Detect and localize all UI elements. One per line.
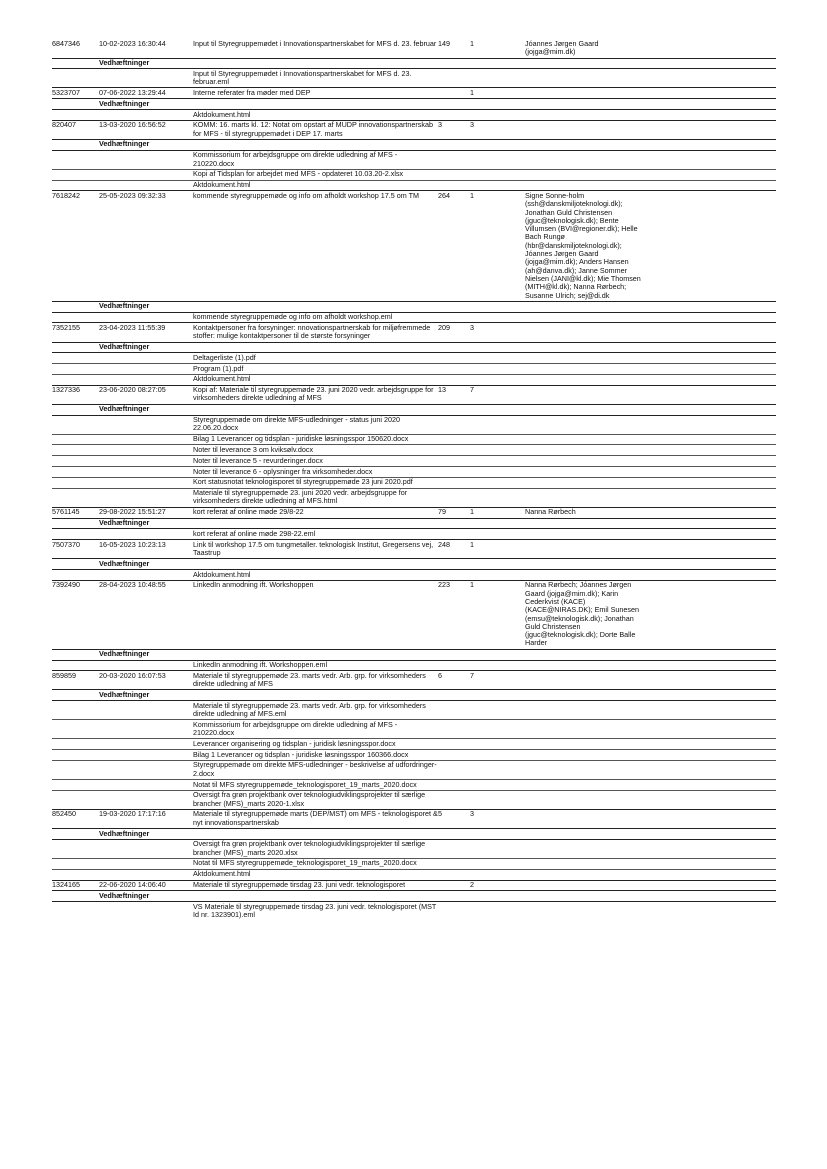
record-date: 10-02-2023 16:30:44: [99, 39, 166, 48]
attachment-row: [52, 488, 776, 507]
attachment-row: [52, 353, 776, 363]
attachment-filename: Leverancer organisering og tidsplan - juridisk løsningsspor.docx: [193, 738, 396, 748]
attachment-filename: Bilag 1 Leverancer og tidsplan - juridiske løsningsspor 160366.docx: [193, 749, 409, 759]
attachment-filename: kommende styregruppemøde og info om afholdt workshop.eml: [193, 312, 393, 322]
record: [52, 539, 776, 580]
record-date: 16-05-2023 10:23:13: [99, 539, 166, 549]
record: [52, 120, 776, 191]
attachment-row: [52, 529, 776, 539]
record: [52, 670, 776, 809]
attachments-header: [52, 98, 776, 110]
record-row: [52, 809, 776, 828]
attachment-filename: Aktdokument.html: [193, 869, 251, 879]
record-id: 7507370: [52, 539, 80, 549]
record-date: 20-03-2020 16:07:53: [99, 670, 166, 680]
record-date: 23-04-2023 11:55:39: [99, 322, 166, 332]
record-subject: kort referat af online møde 29/8-22: [193, 507, 304, 517]
attachment-filename: Aktdokument.html: [193, 374, 251, 384]
attachment-row: [52, 749, 776, 760]
attachment-filename: kort referat af online møde 298-22.eml: [193, 528, 316, 538]
attachments-header: [52, 518, 776, 530]
attachment-filename: Bilag 1 Leverancer og tidsplan - juridiske løsningsspor 150620.docx: [193, 434, 409, 444]
attachment-row: [52, 444, 776, 455]
record: [52, 580, 776, 670]
record-date: 07-06-2022 13:29:44: [99, 87, 166, 97]
record-date: 25-05-2023 09:32:33: [99, 190, 166, 200]
attachment-filename: Aktdokument.html: [193, 569, 251, 579]
record: [52, 880, 776, 921]
record-count-a: 5: [438, 809, 442, 819]
record: [52, 385, 776, 507]
attachments-header: [52, 649, 776, 661]
record-count-b: 1: [470, 39, 474, 48]
attachment-filename: Styregruppemøde om direkte MFS-udledninger - beskrivelse af udfordringer-2.docx: [193, 760, 437, 778]
attachment-row: [52, 902, 776, 920]
record-subject: Link til workshop 17.5 om tungmetaller. teknologisk Institut, Gregersens vej, Taastrup: [193, 539, 434, 557]
attachments-label: Vedhæftninger: [99, 689, 150, 699]
attachments-header: [52, 404, 776, 416]
record-date: 13-03-2020 16:56:52: [99, 120, 166, 130]
record-id: 5323707: [52, 87, 80, 97]
attachment-row: [52, 455, 776, 466]
attachment-row: [52, 760, 776, 779]
record-recipients: Jóannes Jørgen Gaard (jojga@mim.dk): [525, 39, 599, 57]
attachment-filename: Noter til leverance 5 - revurderinger.docx: [193, 455, 323, 465]
attachment-filename: Materiale til styregruppemøde 23. marts vedr. Arb. grp. for virksomheders direkte udledning af MFS.eml: [193, 700, 426, 718]
attachment-row: [52, 180, 776, 191]
record-count-b: 1: [470, 190, 474, 200]
attachments-header: [52, 139, 776, 151]
attachment-row: [52, 477, 776, 488]
attachment-filename: Notat til MFS styregruppemøde_teknologisporet_19_marts_2020.docx: [193, 858, 417, 868]
attachment-row: [52, 466, 776, 477]
record-row: [52, 40, 776, 58]
record-row: [52, 385, 776, 404]
record-subject: Kopi af: Materiale til styregruppemøde 23. juni 2020 vedr. arbejdsgruppe for virksomheders direkte udledning af MFS: [193, 385, 434, 403]
record-count-b: 1: [470, 87, 474, 97]
attachment-filename: Kommissorium for arbejdsgruppe om direkte udledning af MFS - 210220.docx: [193, 150, 398, 168]
attachment-filename: Deltagerliste (1).pdf: [193, 352, 256, 362]
record-row: [52, 120, 776, 139]
record-count-b: 2: [470, 880, 474, 890]
record-count-b: 7: [470, 670, 474, 680]
record-count-a: 264: [438, 190, 450, 200]
record-count-a: 3: [438, 120, 442, 130]
attachment-filename: Materiale til styregruppemøde 23. juni 2020 vedr. arbejdsgruppe for virksomheders direkte udledning af MFS.html: [193, 488, 408, 506]
attachment-filename: LinkedIn anmodning ift. Workshoppen.eml: [193, 660, 328, 669]
record-id: 1324165: [52, 880, 80, 890]
attachment-filename: Noter til leverance 6 - oplysninger fra virksomheder.docx: [193, 466, 373, 476]
attachments-header: [52, 689, 776, 701]
record-subject: LinkedIn anmodning ift. Workshoppen: [193, 580, 314, 590]
attachment-filename: Kopi af Tidsplan for arbejdet med MFS - opdateret 10.03.20-2.xlsx: [193, 169, 404, 179]
attachment-row: [52, 779, 776, 790]
attachment-row: [52, 151, 776, 169]
record-date: 28-04-2023 10:48:55: [99, 580, 166, 590]
attachment-row: [52, 570, 776, 580]
record-date: 23-06-2020 08:27:05: [99, 385, 166, 395]
record-id: 6847346: [52, 39, 80, 48]
record-count-a: 79: [438, 507, 446, 517]
record-count-b: 7: [470, 385, 474, 395]
attachment-filename: VS Materiale til styregruppemøde tirsdag 23. juni vedr. teknologisporet (MST Id nr. 1323901).eml: [193, 901, 437, 919]
record-count-b: 3: [470, 809, 474, 819]
record-row: [52, 190, 776, 300]
record-count-b: 1: [470, 507, 474, 517]
record-id: 859859: [52, 670, 76, 680]
attachment-row: [52, 363, 776, 374]
attachment-filename: Program (1).pdf: [193, 363, 244, 373]
attachments-label: Vedhæftninger: [99, 301, 150, 311]
attachment-filename: Oversigt fra grøn projektbank over teknologiudviklingsprojekter til særlige brancher (MFS)_marts 2020-1.xlsx: [193, 790, 426, 808]
attachment-row: [52, 840, 776, 858]
record-count-a: 209: [438, 322, 450, 332]
record-row: [52, 322, 776, 341]
record-count-a: 6: [438, 670, 442, 680]
attachment-row: [52, 738, 776, 749]
attachment-filename: Input til Styregruppemødet i Innovationspartnerskabet for MFS d. 23. februar.eml: [193, 68, 412, 87]
record-row: [52, 670, 776, 689]
record-date: 22-06-2020 14:06:40: [99, 880, 166, 890]
attachment-filename: Noter til leverance 3 om kviksølv.docx: [193, 444, 314, 454]
attachment-row: [52, 790, 776, 809]
attachments-label: Vedhæftninger: [99, 342, 150, 351]
record-count-b: 1: [470, 580, 474, 590]
attachment-row: [52, 69, 776, 87]
record-id: 7618242: [52, 190, 80, 200]
attachments-label: Vedhæftninger: [99, 518, 150, 528]
document-page: [52, 40, 776, 920]
record-row: [52, 507, 776, 518]
attachment-filename: Kommissorium for arbejdsgruppe om direkte udledning af MFS - 210220.docx: [193, 719, 398, 738]
attachment-filename: Kort statusnotat teknologisporet til styregruppemøde 23 juni 2020.pdf: [193, 477, 413, 487]
record: [52, 40, 776, 87]
record-recipients: Nanna Rørbech: [525, 507, 576, 517]
record-subject: KOMM: 16. marts kl. 12: Notat om opstart af MUDP innovationspartnerskab for MFS - til styregruppemødet i DEP 17. marts: [193, 120, 433, 138]
record-subject: Interne referater fra møder med DEP: [193, 87, 311, 97]
attachment-row: [52, 858, 776, 869]
record-count-b: 3: [470, 120, 474, 130]
attachments-header: [52, 58, 776, 70]
attachment-row: [52, 110, 776, 120]
attachments-header: [52, 342, 776, 354]
attachments-label: Vedhæftninger: [99, 649, 150, 659]
attachments-label: Vedhæftninger: [99, 139, 150, 149]
attachments-header: [52, 828, 776, 840]
record-recipients: Nanna Rørbech; Jóannes Jørgen Gaard (jojga@mim.dk); Karin Cederkvist (KACE) (KACE@NIRAS.DK); Emil Sunesen (emsu@teknologisk.dk); Jonathan Guld Christensen (jguc@teknologisk.dk); Dorte Balle Harder: [525, 580, 639, 648]
record-count-b: 3: [470, 322, 474, 332]
record: [52, 190, 776, 322]
attachment-row: [52, 701, 776, 719]
record-date: 19-03-2020 17:17:16: [99, 809, 166, 819]
record: [52, 507, 776, 539]
attachment-filename: Aktdokument.html: [193, 180, 251, 190]
record-subject: kommende styregruppemøde og info om afholdt workshop 17.5 om TM: [193, 190, 419, 200]
attachments-label: Vedhæftninger: [99, 558, 150, 568]
record-subject: Kontaktpersoner fra forsyninger: nnovationspartnerskab for miljøfremmede stoffer: mulige kontaktpersoner til de største forsyninger: [193, 322, 431, 341]
record-count-a: 149: [438, 39, 450, 48]
attachment-row: [52, 313, 776, 323]
attachments-header: [52, 890, 776, 902]
record-id: 7392490: [52, 580, 80, 590]
record: [52, 809, 776, 880]
record-subject: Materiale til styregruppemøde tirsdag 23. juni vedr. teknologisporet: [193, 880, 406, 890]
record: [52, 87, 776, 119]
attachment-filename: Oversigt fra grøn projektbank over teknologiudviklingsprojekter til særlige brancher (MFS)_marts 2020.xlsx: [193, 839, 426, 857]
attachments-header: [52, 301, 776, 313]
attachment-row: [52, 719, 776, 738]
record-row: [52, 87, 776, 98]
attachment-row: [52, 416, 776, 434]
record-subject: Materiale til styregruppemøde marts (DEP/MST) om MFS - teknologisporet & nyt innovationspartnerskab: [193, 809, 438, 827]
attachment-filename: Styregruppemøde om direkte MFS-udledninger - status juni 2020 22.06.20.docx: [193, 415, 400, 433]
record-id: 7352155: [52, 322, 80, 332]
record-count-a: 223: [438, 580, 450, 590]
attachment-filename: Aktdokument.html: [193, 109, 251, 119]
attachments-header: [52, 558, 776, 570]
record-id: 1327336: [52, 385, 80, 395]
record-id: 820407: [52, 120, 76, 130]
record-date: 29-08-2022 15:51:27: [99, 507, 166, 517]
attachments-label: Vedhæftninger: [99, 58, 150, 68]
record-recipients: Signe Sonne-holm (ssh@danskmiljoteknologi.dk); Jonathan Guld Christensen (jguc@teknologisk.dk); Bente Villumsen (BVI@regioner.dk); Helle Bach Rungø (hbr@danskmiljoteknologi.dk); Jóannes Jørgen Gaard (jojga@mim.dk); Anders Hansen (ah@danva.dk); Janne Sommer Nielsen (JANI@kl.dk); Mie Thomsen (MITH@kl.dk); Nanna Rørbech; Susanne Ulrich; sej@di.dk: [525, 190, 641, 300]
record-subject: Materiale til styregruppemøde 23. marts vedr. Arb. grp. for virksomheders direkte udledning af MFS: [193, 670, 426, 689]
record-count-b: 1: [470, 539, 474, 549]
attachment-row: [52, 434, 776, 445]
attachments-label: Vedhæftninger: [99, 404, 150, 414]
record-row: [52, 580, 776, 649]
attachment-row: [52, 661, 776, 671]
attachment-row: [52, 169, 776, 180]
record-row: [52, 539, 776, 558]
attachments-label: Vedhæftninger: [99, 890, 150, 900]
record-row: [52, 880, 776, 891]
attachment-row: [52, 374, 776, 385]
attachments-label: Vedhæftninger: [99, 98, 150, 108]
attachments-label: Vedhæftninger: [99, 828, 150, 838]
record: [52, 322, 776, 384]
record-id: 852450: [52, 809, 76, 819]
record-subject: Input til Styregruppemødet i Innovationspartnerskabet for MFS d. 23. februar: [193, 39, 437, 48]
attachment-row: [52, 869, 776, 880]
record-count-a: 13: [438, 385, 446, 395]
attachment-filename: Notat til MFS styregruppemøde_teknologisporet_19_marts_2020.docx: [193, 779, 417, 789]
record-id: 5761145: [52, 507, 80, 517]
record-count-a: 248: [438, 539, 450, 549]
